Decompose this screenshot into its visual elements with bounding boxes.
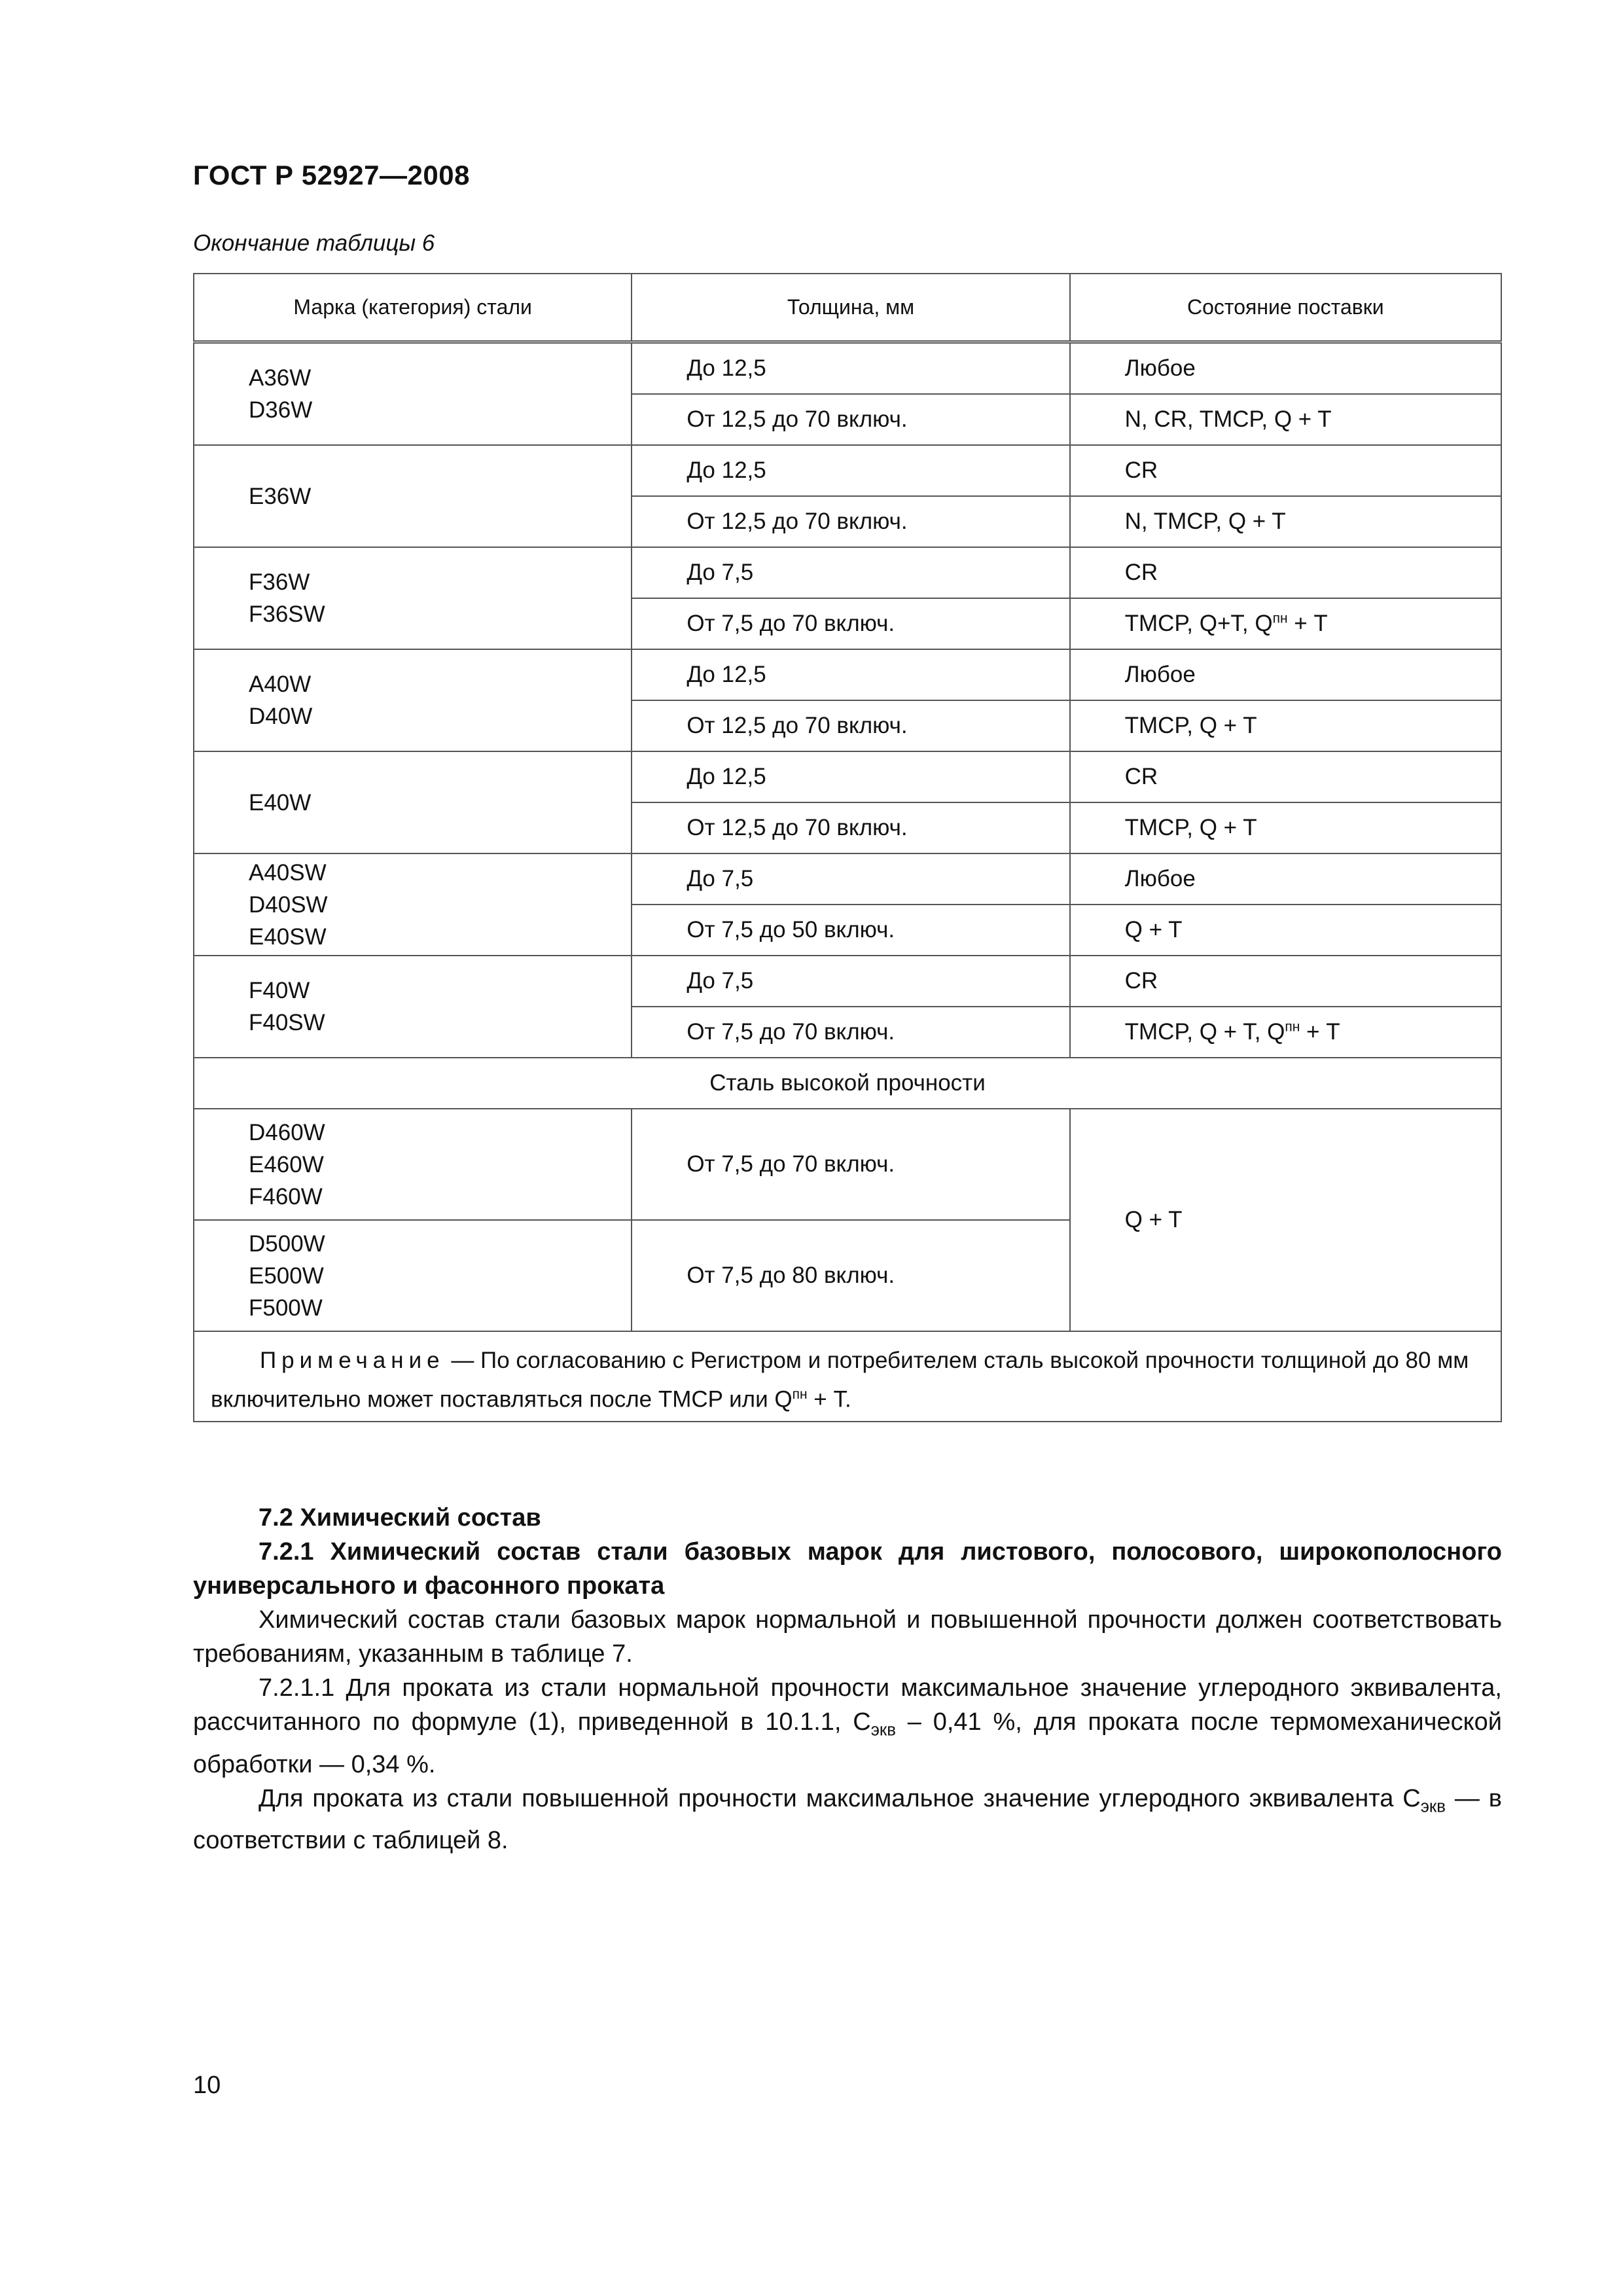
steel-grade-cell: E36W xyxy=(194,445,632,547)
table-note: Примечание — По согласованию с Регистром и потребителем сталь высокой прочности толщиной до 80 мм включительно может поставляться после TMCP или $Q^{пн} + T$. xyxy=(194,1331,1501,1422)
table-row xyxy=(194,445,1501,496)
delivery-condition-cell: Q + T xyxy=(1070,905,1501,956)
steel-grade-cell: D460W E460W F460W xyxy=(194,1109,632,1220)
steel-grade-cell: F40W F40SW xyxy=(194,956,632,1058)
delivery-condition-cell: TMCP, Q + T, $Q^{пн} + T$ xyxy=(1070,1007,1501,1058)
column-header: Толщина, мм xyxy=(632,274,1069,342)
table-row xyxy=(194,956,1501,1007)
thickness-cell: От 7,5 до 80 включ. xyxy=(632,1220,1069,1331)
table-row xyxy=(194,547,1501,598)
delivery-condition-cell: CR xyxy=(1070,445,1501,496)
section-title: 7.2 Химический состав xyxy=(259,1504,541,1532)
table-row xyxy=(194,342,1501,395)
thickness-cell: От 12,5 до 70 включ. xyxy=(632,802,1069,853)
note-label: Примечание xyxy=(260,1348,445,1373)
steel-grade-cell: E40W xyxy=(194,751,632,853)
thickness-cell: До 7,5 xyxy=(632,956,1069,1007)
thickness-cell: От 12,5 до 70 включ. xyxy=(632,394,1069,445)
thickness-cell: От 7,5 до 70 включ. xyxy=(632,598,1069,649)
thickness-cell: До 12,5 xyxy=(632,342,1069,395)
delivery-condition-cell: TMCP, Q+T, $Q^{пн} + T$ xyxy=(1070,598,1501,649)
thickness-cell: До 7,5 xyxy=(632,547,1069,598)
steel-grade-cell: D500W E500W F500W xyxy=(194,1220,632,1331)
steel-delivery-table xyxy=(193,273,1502,1422)
paragraph: Химический состав стали базовых марок нормальной и повышенной прочности должен соответствовать требованиям, указанным в таблице 7. xyxy=(193,1606,1502,1668)
table-row xyxy=(194,853,1501,905)
thickness-cell: От 7,5 до 70 включ. xyxy=(632,1007,1069,1058)
document-code: ГОСТ Р 52927—2008 xyxy=(193,160,470,190)
thickness-cell: До 12,5 xyxy=(632,445,1069,496)
steel-grade-cell: A40SW D40SW E40SW xyxy=(194,853,632,956)
delivery-condition-cell: N, CR, TMCP, Q + T xyxy=(1070,394,1501,445)
thickness-cell: От 7,5 до 50 включ. xyxy=(632,905,1069,956)
table-note-row xyxy=(194,1331,1501,1422)
column-header: Марка (категория) стали xyxy=(194,274,632,342)
delivery-condition-cell: TMCP, Q + T xyxy=(1070,700,1501,751)
delivery-condition-cell: CR xyxy=(1070,751,1501,802)
thickness-cell: До 7,5 xyxy=(632,853,1069,905)
thickness-cell: От 12,5 до 70 включ. xyxy=(632,700,1069,751)
table-row xyxy=(194,649,1501,700)
table-row xyxy=(194,751,1501,802)
table-continuation-label: Окончание таблицы 6 xyxy=(193,230,435,256)
table-row xyxy=(194,1109,1501,1220)
table-header-row xyxy=(194,274,1501,342)
thickness-cell: До 12,5 xyxy=(632,751,1069,802)
thickness-cell: От 7,5 до 70 включ. xyxy=(632,1109,1069,1220)
delivery-condition-cell: Любое xyxy=(1070,649,1501,700)
delivery-condition-cell: CR xyxy=(1070,547,1501,598)
steel-grade-cell: A36W D36W xyxy=(194,342,632,446)
column-header: Состояние поставки xyxy=(1070,274,1501,342)
high-strength-heading: Сталь высокой прочности xyxy=(194,1058,1501,1109)
subsection-title: 7.2.1 Химический состав стали базовых марок для листового, полосового, широкополосного универсального и фасонного проката xyxy=(193,1538,1502,1600)
delivery-condition-cell: Любое xyxy=(1070,342,1501,395)
delivery-condition-cell: TMCP, Q + T xyxy=(1070,802,1501,853)
chemical-composition-section xyxy=(193,1501,1502,1857)
delivery-condition-cell: Любое xyxy=(1070,853,1501,905)
steel-grade-cell: F36W F36SW xyxy=(194,547,632,649)
delivery-condition-cell: CR xyxy=(1070,956,1501,1007)
paragraph: Для проката из стали повышенной прочности максимальное значение углеродного эквивалента $C_{экв}$ — в соответствии с таблицей 8. xyxy=(193,1784,1502,1855)
delivery-condition-cell: N, TMCP, Q + T xyxy=(1070,496,1501,547)
thickness-cell: До 12,5 xyxy=(632,649,1069,700)
paragraph: 7.2.1.1 Для проката из стали нормальной прочности максимальное значение углеродного эквивалента, рассчитанного по формуле (1), приведенной в 10.1.1, $C_{экв} - 0,41$ %, для проката после термомеханической обработки — 0,34 %. xyxy=(193,1674,1502,1778)
steel-grade-cell: A40W D40W xyxy=(194,649,632,751)
thickness-cell: От 12,5 до 70 включ. xyxy=(632,496,1069,547)
page-number: 10 xyxy=(193,2072,221,2099)
delivery-condition-cell: Q + T xyxy=(1070,1109,1501,1331)
table-row xyxy=(194,1058,1501,1109)
